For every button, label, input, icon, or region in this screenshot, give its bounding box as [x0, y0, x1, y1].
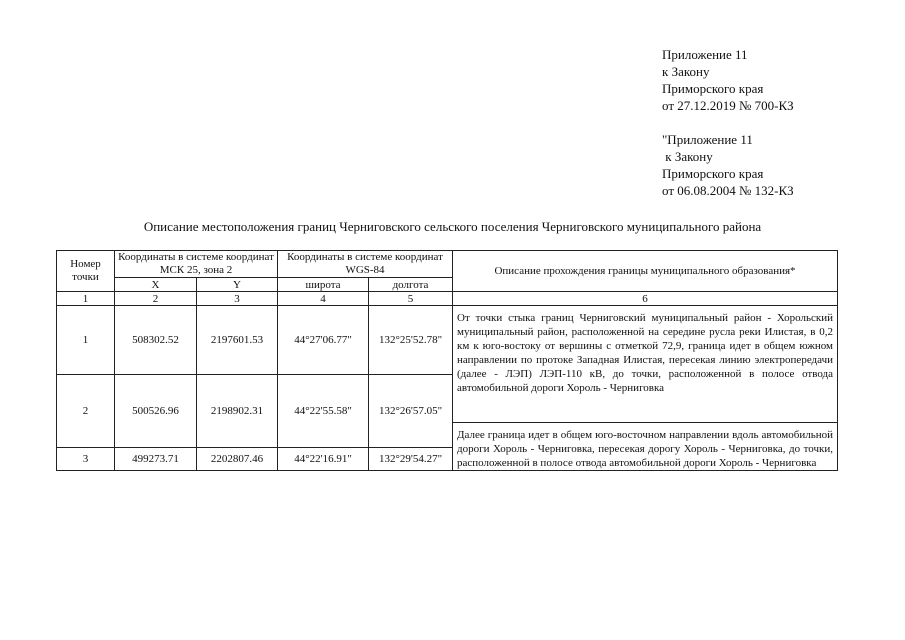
longitude: 132°29'54.27" [369, 448, 453, 471]
boundary-description-1: От точки стыка границ Черниговский муниципальный район - Хорольский муниципальный район, расположенной на середине русла реки Илистая, в 0,2 км к юго-востоку от вершины с отметкой 72,9, граница идет в общем южном направлении по протоке Западная Илистая, пересекая линию электропередачи (далее - ЛЭП) ЛЭП-110 кВ, до точки, расположенной в полосе отвода автомобильной дороги Хороль - Черниговка [453, 306, 838, 423]
point-number: 3 [57, 448, 115, 471]
header-msk-coordinates: Координаты в системе координат МСК 25, зона 2 [115, 251, 278, 278]
point-number: 2 [57, 375, 115, 448]
coord-y: 2198902.31 [197, 375, 278, 448]
boundary-description-2: Далее граница идет в общем юго-восточном направлении вдоль автомобильной дороги Хороль - Черниговка, пересекая дорогу Хороль - Черниговка, до точки, расположенной в полосе отвода автомобильной дороги Хороль - Черниговка [453, 423, 838, 471]
column-number-row [57, 292, 838, 306]
document-title: Описание местоположения границ Черниговского сельского поселения Черниговского муниципального района [143, 219, 762, 234]
header-longitude: долгота [369, 278, 453, 292]
table-header-row [57, 251, 838, 278]
column-number: 6 [453, 292, 838, 306]
table-row-point-1 [57, 306, 838, 375]
header-latitude: широта [278, 278, 369, 292]
column-number: 5 [369, 292, 453, 306]
boundary-coordinates-table [56, 250, 838, 471]
latitude: 44°22'55.58" [278, 375, 369, 448]
latitude: 44°22'16.91" [278, 448, 369, 471]
longitude: 132°25'52.78" [369, 306, 453, 375]
coord-y: 2197601.53 [197, 306, 278, 375]
column-number: 4 [278, 292, 369, 306]
longitude: 132°26'57.05" [369, 375, 453, 448]
header-description: Описание прохождения границы муниципального образования* [453, 251, 838, 292]
point-number: 1 [57, 306, 115, 375]
header-wgs-coordinates: Координаты в системе координат WGS-84 [278, 251, 453, 278]
coord-x: 500526.96 [115, 375, 197, 448]
column-number: 1 [57, 292, 115, 306]
header-x: X [115, 278, 197, 292]
coord-x: 508302.52 [115, 306, 197, 375]
original-appendix-header: "Приложение 11 к Закону Приморского края от 06.08.2004 № 132-КЗ [662, 132, 794, 198]
column-number: 3 [197, 292, 278, 306]
coord-y: 2202807.46 [197, 448, 278, 471]
header-y: Y [197, 278, 278, 292]
column-number: 2 [115, 292, 197, 306]
header-point-number: Номер точки [57, 251, 115, 292]
coord-x: 499273.71 [115, 448, 197, 471]
latitude: 44°27'06.77" [278, 306, 369, 375]
appendix-header: Приложение 11 к Закону Приморского края от 27.12.2019 № 700-КЗ [662, 47, 794, 113]
